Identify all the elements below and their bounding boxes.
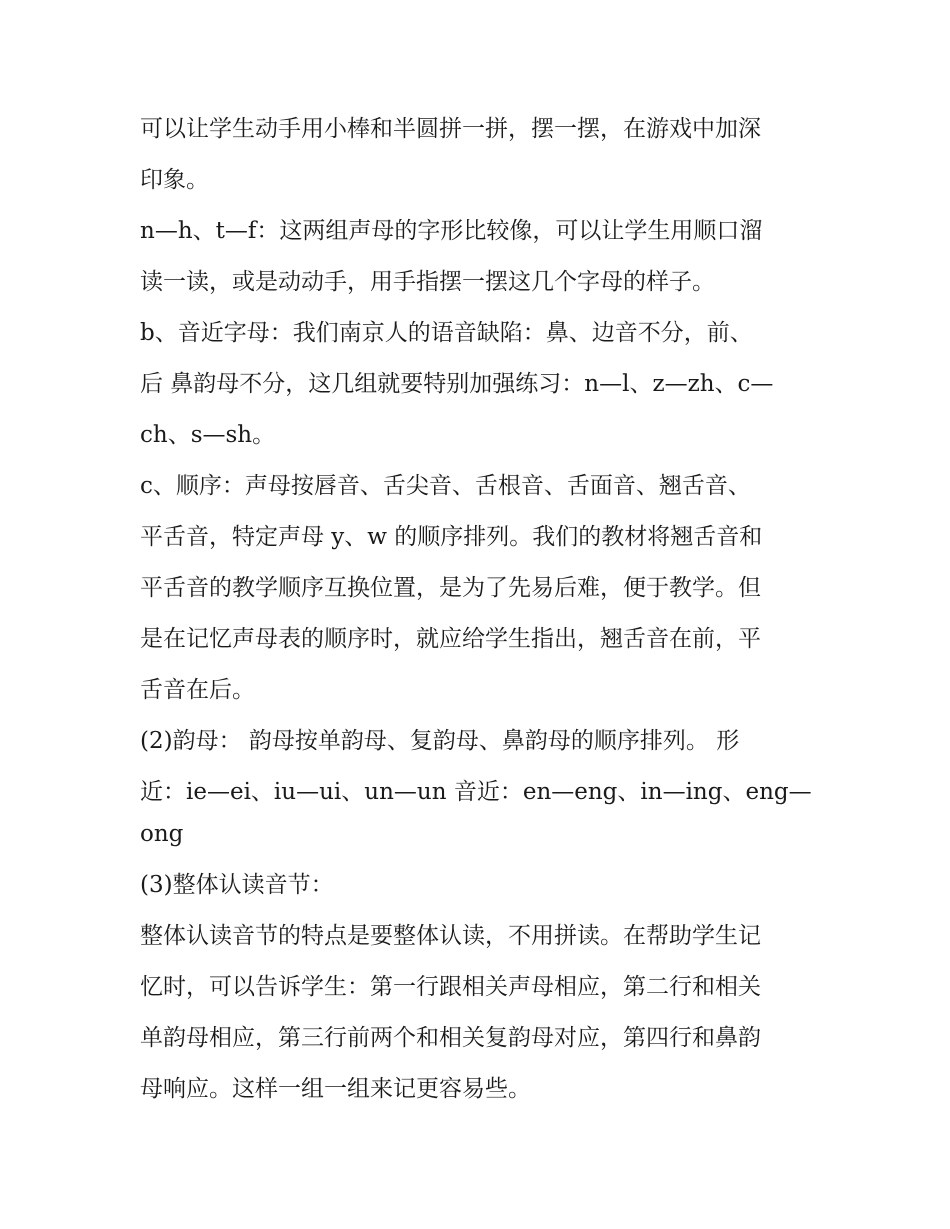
text-line: 印象。 — [140, 167, 209, 193]
text-line: 舌音在后。 — [140, 677, 255, 703]
text-line: ch、s—sh。 — [140, 422, 276, 448]
text-line: 忆时，可以告诉学生：第一行跟相关声母相应，第二行和相关 — [140, 974, 761, 1000]
text-line: b、音近字母：我们南京人的语音缺陷：鼻、边音不分，前、 — [140, 320, 753, 346]
text-line: 整体认读音节的特点是要整体认读，不用拼读。在帮助学生记 — [140, 923, 761, 949]
text-line: 近：ie—ei、iu—ui、un—un 音近：en—eng、in—ing、eng— — [140, 779, 812, 805]
document-body — [140, 108, 820, 1119]
text-line: (3)整体认读音节： — [140, 872, 334, 898]
text-line: 单韵母相应，第三行前两个和相关复韵母对应，第四行和鼻韵 — [140, 1025, 761, 1051]
text-line: c、顺序：声母按唇音、舌尖音、舌根音、舌面音、翘舌音、 — [140, 473, 751, 499]
text-line: (2)韵母： 韵母按单韵母、复韵母、鼻韵母的顺序排列。 形 — [140, 728, 740, 754]
text-line: ong — [140, 821, 184, 847]
text-line: 读一读，或是动动手，用手指摆一摆这几个字母的样子。 — [140, 269, 715, 295]
text-line: 可以让学生动手用小棒和半圆拼一拼，摆一摆，在游戏中加深 — [140, 116, 761, 142]
text-line: n—h、t—f：这两组声母的字形比较像，可以让学生用顺口溜 — [140, 218, 763, 244]
text-line: 是在记忆声母表的顺序时，就应给学生指出，翘舌音在前，平 — [140, 626, 761, 652]
text-line: 母响应。这样一组一组来记更容易些。 — [140, 1076, 531, 1102]
text-line: 平舌音的教学顺序互换位置，是为了先易后难，便于教学。但 — [140, 575, 761, 601]
text-line: 平舌音，特定声母 y、w 的顺序排列。我们的教材将翘舌音和 — [140, 524, 763, 550]
text-line: 后 鼻韵母不分，这几组就要特别加强练习：n—l、z—zh、c— — [140, 371, 774, 397]
